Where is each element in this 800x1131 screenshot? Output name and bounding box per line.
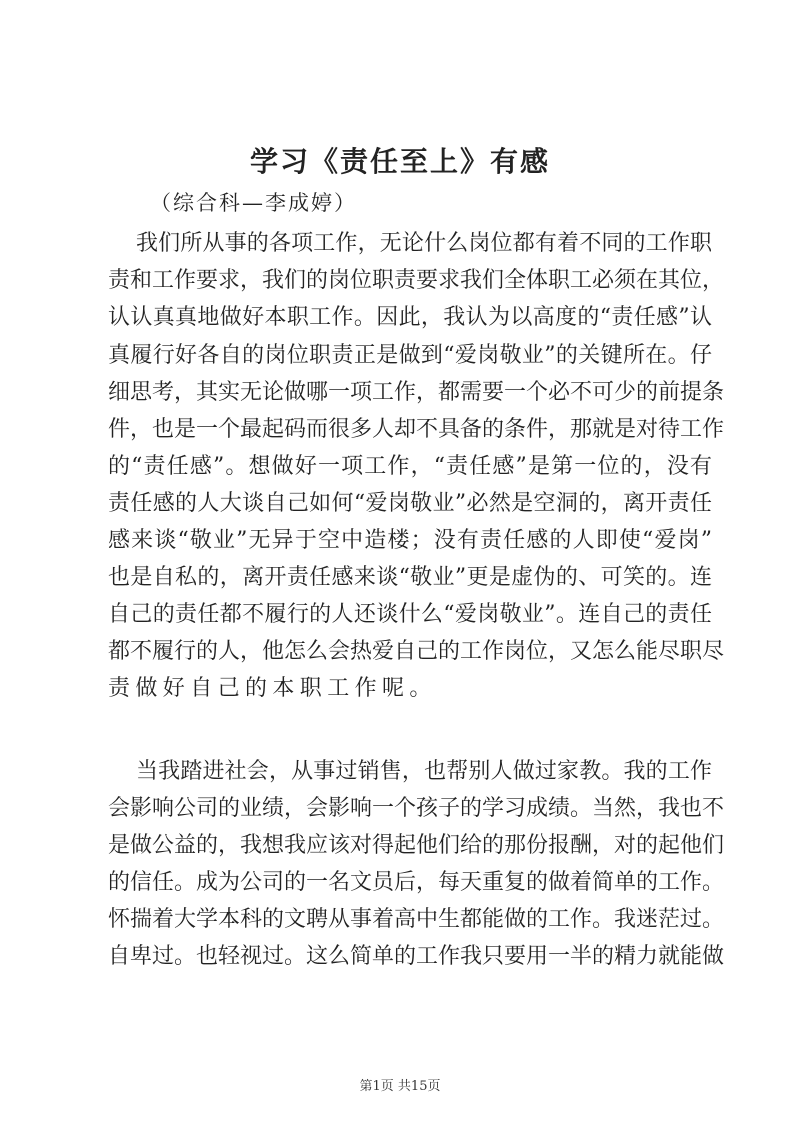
text-line: 自己的责任都不履行的人还谈什么“爱岗敬业”。连自己的责任 xyxy=(108,602,712,627)
text-line: 也是自私的，离开责任感来谈“敬业”更是虚伪的、可笑的。连 xyxy=(108,565,712,590)
text-line: 怀揣着大学本科的文聘从事着高中生都能做的工作。我迷茫过。 xyxy=(108,907,725,932)
text-line: 的信任。成为公司的一名文员后，每天重复的做着简单的工作。 xyxy=(108,870,725,895)
page-footer: 第1页 共15页 xyxy=(359,1079,441,1094)
text-line: 会影响公司的业绩，会影响一个孩子的学习成绩。当然，我也不 xyxy=(108,796,725,821)
text-line: 自卑过。也轻视过。这么简单的工作我只要用一半的精力就能做 xyxy=(108,944,725,969)
text-line: 当我踏进社会，从事过销售，也帮别人做过家教。我的工作 xyxy=(136,759,712,784)
text-line: 细思考，其实无论做哪一项工作，都需要一个必不可少的前提条 xyxy=(108,380,725,405)
text-line: 感来谈“敬业”无异于空中造楼；没有责任感的人即使“爱岗” xyxy=(108,528,712,553)
text-line: 是做公益的，我想我应该对得起他们给的那份报酬，对的起他们 xyxy=(108,833,725,858)
author-line: （综合科—李成婷） xyxy=(150,191,357,215)
text-line: 责和工作要求，我们的岗位职责要求我们全体职工必须在其位， xyxy=(108,268,725,293)
text-line: 真履行好各自的岗位职责正是做到“爱岗敬业”的关键所在。仔 xyxy=(108,343,712,368)
text-line: 件，也是一个最起码而很多人却不具备的条件，那就是对待工作 xyxy=(108,417,725,442)
text-line: 认认真真地做好本职工作。因此，我认为以高度的“责任感”认 xyxy=(108,305,712,330)
text-line: 我们所从事的各项工作，无论什么岗位都有着不同的工作职 xyxy=(136,231,712,256)
text-line: 的“责任感”。想做好一项工作，“责任感”是第一位的，没有 xyxy=(108,454,712,479)
document-title: 学习《责任至上》有感 xyxy=(249,145,550,178)
text-line: 责任感的人大谈自己如何“爱岗敬业”必然是空洞的，离开责任 xyxy=(108,491,712,516)
text-line: 都不履行的人，他怎么会热爱自己的工作岗位，又怎么能尽职尽 xyxy=(108,639,725,664)
text-line: 责做好自己的本职工作呢。 xyxy=(108,676,437,701)
